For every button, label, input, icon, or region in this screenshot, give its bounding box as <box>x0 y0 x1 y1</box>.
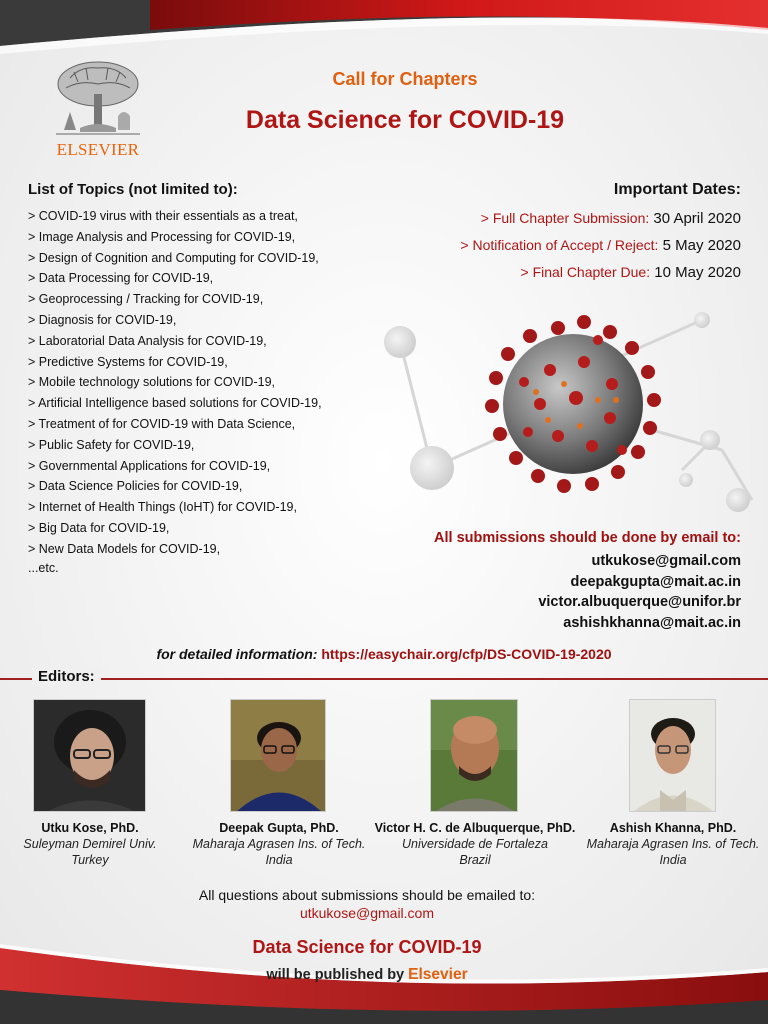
email-link[interactable]: deepakgupta@mait.ac.in <box>570 573 741 590</box>
topics-heading: List of Topics (not limited to): <box>28 181 238 198</box>
date-value: 30 April 2020 <box>653 210 741 227</box>
editor-affiliation: Suleyman Demirel Univ. <box>23 837 157 851</box>
editor-affiliation: Maharaja Agrasen Ins. of Tech. <box>192 837 366 851</box>
topics-etc: ...etc. <box>28 561 59 575</box>
editor-photo <box>430 699 518 812</box>
date-label: > Notification of Accept / Reject: <box>460 237 659 253</box>
list-item: > Image Analysis and Processing for COVID-19, <box>28 229 296 244</box>
list-item: > Geoprocessing / Tracking for COVID-19, <box>28 292 264 307</box>
editor-country: India <box>659 853 687 867</box>
list-item: > Treatment of for COVID-19 with Data Science, <box>28 416 296 431</box>
logo-wordmark: ELSEVIER <box>56 140 140 159</box>
editor-country: India <box>265 853 293 867</box>
editor-photo <box>629 699 716 812</box>
coronavirus-illustration <box>372 300 768 520</box>
list-item: > Internet of Health Things (IoHT) for COVID-19, <box>28 500 297 515</box>
questions-email-link[interactable]: utkukose@gmail.com <box>299 905 435 921</box>
list-item: > Mobile technology solutions for COVID-19, <box>28 375 275 390</box>
editor-affiliation: Maharaja Agrasen Ins. of Tech. <box>586 837 760 851</box>
publisher-name: Elsevier <box>408 966 468 983</box>
editor-card <box>0 820 180 868</box>
email-link[interactable]: utkukose@gmail.com <box>591 553 741 569</box>
editor-card <box>184 820 374 868</box>
editor-card <box>364 820 586 868</box>
editors-heading: Editors: <box>32 668 101 685</box>
editor-name: Deepak Gupta, PhD. <box>219 821 339 835</box>
submission-emails <box>538 551 741 633</box>
email-link[interactable]: ashishkhanna@mait.ac.in <box>563 614 741 631</box>
date-row <box>361 233 741 260</box>
published-by-label: will be published by <box>266 967 405 983</box>
list-item: > Public Safety for COVID-19, <box>28 437 195 452</box>
list-item: > Laboratorial Data Analysis for COVID-19, <box>28 333 267 348</box>
date-label: > Full Chapter Submission: <box>480 210 650 226</box>
avatar <box>630 700 716 812</box>
editor-photo <box>230 699 326 812</box>
date-row <box>361 260 741 287</box>
list-item: > Predictive Systems for COVID-19, <box>28 354 228 369</box>
detail-label: for detailed information: <box>156 646 318 662</box>
list-item: > Design of Cognition and Computing for COVID-19, <box>28 250 319 265</box>
date-value: 5 May 2020 <box>662 237 741 254</box>
editors-divider <box>0 678 768 680</box>
email-link[interactable]: victor.albuquerque@unifor.br <box>538 594 741 610</box>
date-row <box>361 206 741 233</box>
editor-name: Utku Kose, PhD. <box>41 821 139 835</box>
topics-list <box>28 206 378 560</box>
submissions-heading: All submissions should be done by email to: <box>434 530 741 546</box>
avatar <box>431 700 518 812</box>
detail-url-link[interactable]: https://easychair.org/cfp/DS-COVID-19-2020 <box>321 646 612 662</box>
footer-title: Data Science for COVID-19 <box>252 937 482 957</box>
list-item: > New Data Models for COVID-19, <box>28 541 221 556</box>
dates-list <box>361 206 741 287</box>
list-item: > Big Data for COVID-19, <box>28 520 170 535</box>
dates-heading: Important Dates: <box>613 181 741 198</box>
elsevier-logo <box>50 58 146 160</box>
editor-card <box>580 820 766 868</box>
list-item: > COVID-19 virus with their essentials as a treat, <box>28 209 298 223</box>
editor-name: Ashish Khanna, PhD. <box>609 821 737 835</box>
avatar <box>231 700 326 812</box>
detail-info <box>0 646 768 662</box>
call-for-chapters-label: Call for Chapters <box>332 69 478 89</box>
editor-country: Turkey <box>71 853 109 867</box>
list-item: > Data Processing for COVID-19, <box>28 271 214 286</box>
date-label: > Final Chapter Due: <box>520 264 651 280</box>
list-item: > Governmental Applications for COVID-19, <box>28 458 271 473</box>
questions-text: All questions about submissions should be emailed to: <box>198 887 536 903</box>
published-by <box>0 966 734 984</box>
date-value: 10 May 2020 <box>654 264 741 281</box>
editor-name: Victor H. C. de Albuquerque, PhD. <box>374 821 576 835</box>
tree-icon <box>50 58 146 138</box>
list-item: > Diagnosis for COVID-19, <box>28 312 177 327</box>
list-item: > Data Science Policies for COVID-19, <box>28 479 243 494</box>
list-item: > Artificial Intelligence based solutions for COVID-19, <box>28 396 322 411</box>
editor-affiliation: Universidade de Fortaleza <box>402 837 548 851</box>
editor-country: Brazil <box>459 853 491 867</box>
editor-photo <box>33 699 146 812</box>
page-title: Data Science for COVID-19 <box>245 106 565 134</box>
avatar <box>34 700 146 812</box>
